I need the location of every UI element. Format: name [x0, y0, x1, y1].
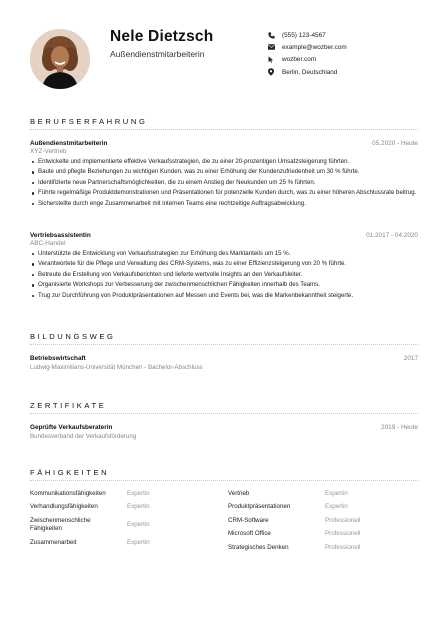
section-title-certificates: ZERTIFIKATE [30, 401, 107, 410]
job-date: 01.2017 - 04.2020 [366, 232, 418, 239]
location-text: Berlin, Deutschland [282, 68, 338, 76]
skill-level: Expertin [127, 503, 150, 510]
skill-name: Microsoft Office [228, 530, 271, 537]
section-title-skills: FÄHIGKEITEN [30, 468, 110, 477]
job-entry [30, 232, 418, 302]
skill-name: Produktpräsentationen [228, 503, 291, 510]
phone-text: (555) 123-4567 [282, 31, 326, 39]
portrait-image [30, 29, 90, 89]
education-degree: Betriebswirtschaft [30, 355, 86, 362]
bullet-item: Organisierte Workshops zur Verbesserung der zwischenmenschlichen Fähigkeiten innerhalb des Teams. [30, 281, 418, 290]
skill-level: Professionell [325, 517, 361, 524]
phone-icon [268, 32, 282, 39]
bullet-item: Identifizierte neue Partnerschaftsmöglichkeiten, die zu einem Anstieg der Neukunden um 25 % führten. [30, 179, 418, 188]
certificate-date: 2019 - Heute [381, 424, 418, 431]
contact-phone [268, 29, 347, 41]
skill-name: Zwischenmenschliche Fähigkeiten [30, 517, 91, 532]
skill-name: Verhandlungsfähigkeiten [30, 503, 98, 510]
job-bullets [30, 250, 418, 300]
skill-level: Expertin [127, 490, 150, 497]
education-institution: Ludwig-Maximilians-Universität München - Bachelor-Abschluss [30, 363, 203, 371]
bullet-item: Unterstützte die Entwicklung von Verkaufsstrategien zur Erhöhung des Marktanteils um 15 %. [30, 250, 418, 259]
skill-level: Expertin [325, 503, 348, 510]
skill-name: Strategisches Denken [228, 544, 289, 551]
job-company: XYZ-Vertrieb [30, 148, 67, 155]
section-title-education: BILDUNGSWEG [30, 332, 116, 341]
education-date: 2017 [403, 355, 418, 362]
job-title: Vertriebsassistentin [30, 232, 91, 239]
skill-level: Expertin [127, 539, 150, 546]
job-entry [30, 140, 418, 210]
section-divider [30, 344, 418, 345]
website-text: wozber.com [282, 56, 317, 64]
section-title-experience: BERUFSERFAHRUNG [30, 117, 148, 126]
job-company: ABC-Handel [30, 240, 66, 247]
skill-level: Professionell [325, 544, 361, 551]
job-bullets [30, 158, 418, 208]
certificate-issuer: Bundesverband der Verkaufsförderung [30, 432, 137, 440]
certificate-entry [30, 424, 418, 440]
section-divider [30, 129, 418, 130]
skill-name: CRM-Software [228, 517, 269, 524]
skill-level: Professionell [325, 530, 361, 537]
contact-website [268, 54, 347, 66]
bullet-item: Baute und pflegte Beziehungen zu wichtigen Kunden, was zu einer Erhöhung der Kundenzufriedenheit um 30 % führte. [30, 168, 418, 177]
certificate-title: Geprüfte Verkaufsberaterin [30, 424, 113, 431]
section-divider [30, 480, 418, 481]
bullet-item: Betreute die Erstellung von Verkaufsberichten und lieferte wertvolle Insights an den Verkaufsleiter. [30, 271, 418, 280]
job-date: 05.2020 - Heute [372, 140, 418, 147]
bullet-item: Entwickelte und implementierte effektive Verkaufsstrategien, die zu einer 20-prozentigen Umsatzsteigerung führten. [30, 158, 418, 167]
bullet-item: Verantwortete für die Pflege und Verwaltung des CRM-Systems, was zu einer Effizienzsteigerung von 20 % führte. [30, 260, 418, 269]
bullet-item: Sicherstellte durch enge Zusammenarbeit mit internen Teams eine rechtzeitige Auftragsabwicklung. [30, 200, 418, 209]
bullet-item: Führte regelmäßige Produktdemonstrationen und Präsentationen für potenzielle Kunden durch, was zu einer höheren Abschlussrate beitrug. [30, 189, 418, 198]
section-divider [30, 413, 418, 414]
bullet-item: Trug zur Durchführung von Produktpräsentationen auf Messen und Events bei, was die Markenbekanntheit steigerte. [30, 292, 418, 301]
candidate-name: Nele Dietzsch [110, 28, 214, 45]
candidate-role: Außendienstmitarbeiterin [110, 49, 205, 59]
envelope-icon [268, 44, 282, 50]
cursor-icon [268, 56, 282, 63]
skill-level: Expertin [325, 490, 348, 497]
skill-name: Zusammenarbeit [30, 539, 77, 546]
skill-level: Expertin [127, 521, 150, 528]
profile-photo [30, 29, 90, 89]
education-entry [30, 355, 418, 371]
contact-email [268, 41, 347, 53]
contact-list [268, 29, 347, 78]
email-text: example@wozber.com [282, 43, 347, 51]
contact-location [268, 66, 347, 78]
location-pin-icon [268, 68, 282, 76]
job-title: Außendienstmitarbeiterin [30, 140, 108, 147]
skill-name: Kommunikationsfähigkeiten [30, 490, 106, 497]
skill-name: Vertrieb [228, 490, 250, 497]
